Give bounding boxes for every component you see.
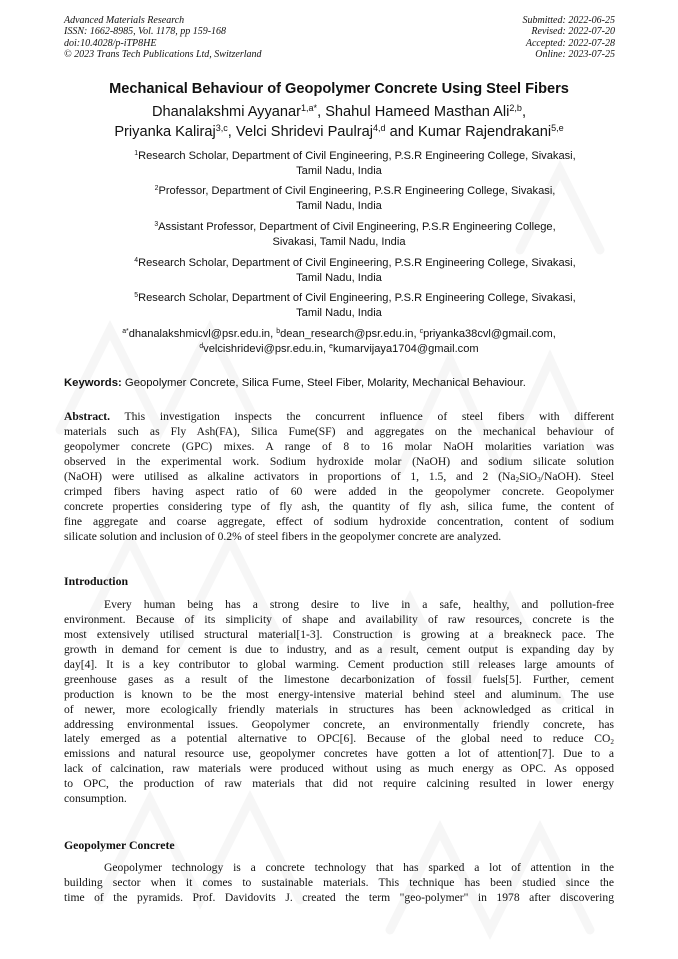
author-sup: 2,b	[509, 103, 522, 114]
email-sup: e	[329, 343, 333, 351]
affiliation-text: Research Scholar, Department of Civil Engineering, P.S.R Engineering College, Sivakasi,	[138, 150, 576, 162]
author-name: Priyanka Kaliraj	[114, 124, 216, 140]
email-sup: b	[276, 328, 281, 336]
affiliation-text: Assistant Professor, Department of Civil Engineering, P.S.R Engineering College,	[158, 221, 556, 233]
keywords-text: Geopolymer Concrete, Silica Fume, Steel Fiber, Molarity, Mechanical Behaviour.	[121, 377, 526, 389]
affiliation-location: Tamil Nadu, India	[296, 271, 382, 284]
affiliation-text: Research Scholar, Department of Civil Engineering, P.S.R Engineering College, Sivakasi,	[138, 257, 576, 269]
author-sup: 4,d	[373, 123, 386, 134]
email-sup: c	[419, 328, 424, 336]
text-line: lack of calcination, raw materials were produced without using as much energy as OPC. As opposed	[64, 762, 614, 776]
journal-name: Advanced Materials Research	[64, 15, 185, 26]
text-line: lately emerged as a potential alternative to OPC[6]. Because of the global need to reduce CO	[64, 732, 611, 746]
text-line: SiO	[519, 469, 538, 483]
author-list	[40, 102, 638, 142]
date-accepted: Accepted: 2022-07-28	[525, 37, 615, 49]
date-revised: Revised: 2022-07-20	[531, 26, 615, 38]
email-link[interactable]: kumarvijaya1704@gmail.com	[332, 343, 479, 355]
geopolymer-paragraph	[64, 861, 614, 906]
text-line: concrete properties considering type of fly ash, the quantity of fly ash, silica fume, the content of	[64, 499, 614, 513]
author-name: Dhanalakshmi Ayyanar	[151, 104, 301, 120]
subscript: 2	[515, 475, 520, 484]
email-line-1	[40, 327, 638, 342]
affiliation-4	[40, 256, 638, 286]
journal-doi: doi:10.4028/p-iTP8HE	[64, 37, 157, 49]
text-line: building sector when it comes to sustainable materials. This technique has been studied since the	[64, 875, 614, 889]
email-line-2	[40, 342, 638, 357]
author-line-2	[40, 122, 638, 142]
text-line: greenhouse gases as a result of the limestone decarbonization of fossil fuels[5]. Further, cement	[64, 672, 614, 686]
text-line: Geopolymer technology is a concrete technology that has sparked a lot of attention in the	[104, 861, 614, 874]
affiliation-location: Sivakasi, Tamil Nadu, India	[272, 235, 406, 248]
affiliation-text: Research Scholar, Department of Civil Engineering, P.S.R Engineering College, Sivakasi,	[138, 292, 576, 304]
affiliation-2	[40, 184, 638, 214]
text-line: consumption.	[64, 792, 127, 806]
journal-info	[64, 15, 262, 60]
author-sup: 5,e	[551, 123, 564, 134]
text-line: This investigation inspects the concurrent influence of steel fibers with different	[110, 410, 614, 423]
journal-issn: ISSN: 1662-8985, Vol. 1178, pp 159-168	[64, 26, 227, 38]
section-heading-introduction: Introduction	[64, 574, 129, 588]
author-name: , Velci Shridevi Paulraj	[227, 124, 373, 140]
text-line: /NaOH). Steel	[540, 469, 614, 483]
affiliation-location: Tamil Nadu, India	[296, 199, 382, 212]
text-line: Every human being has a strong desire to live in a safe, healthy, and pollution-free	[104, 598, 614, 611]
affiliation-5	[40, 291, 638, 321]
text-line: to OPC, the production of raw materials that did not require calcining resulted in lower energy	[64, 777, 614, 791]
text-line: environment. Because of its simplicity of shape and availability of raw resources, concrete is the	[64, 612, 614, 626]
affiliation-location: Tamil Nadu, India	[296, 306, 382, 319]
email-sup: a*	[122, 328, 129, 336]
author-sep: ,	[521, 104, 526, 120]
affiliation-sup: 5	[134, 292, 139, 300]
section-heading-geopolymer-concrete: Geopolymer Concrete	[64, 838, 175, 852]
subscript: 3	[537, 475, 541, 484]
paper-title: Mechanical Behaviour of Geopolymer Concrete Using Steel Fibers	[109, 81, 569, 97]
email-list	[40, 327, 638, 357]
abstract-paragraph	[64, 410, 614, 544]
affiliation-text: Professor, Department of Civil Engineering, P.S.R Engineering College, Sivakasi,	[158, 185, 556, 197]
author-sup: 3,c	[215, 123, 228, 134]
introduction-paragraph	[64, 598, 614, 807]
affiliation-1	[40, 149, 638, 179]
text-line: day[4]. It is a key contributor to global warming. Cement production still releases large amounts of	[64, 657, 614, 671]
author-name: and Kumar Rajendrakani	[385, 124, 552, 140]
email-link[interactable]: dhanalakshmicvl@psr.edu.in,	[128, 328, 277, 340]
text-line: growth in demand for cement is due to industry, and as a result, cement output is expanding day by	[64, 642, 614, 656]
text-line: crimped fibers having aspect ratio of 60 were added in the geopolymer concrete. Geopolymer	[64, 484, 614, 498]
email-sup: d	[199, 343, 204, 351]
text-line: materials such as Fly Ash(FA), Silica Fume(SF) and aggregates on the mechanical behaviour of	[64, 424, 614, 438]
keywords-label: Keywords:	[64, 377, 122, 389]
email-link[interactable]: velcishridevi@psr.edu.in,	[203, 343, 330, 355]
journal-copyright: © 2023 Trans Tech Publications Ltd, Switzerland	[64, 48, 262, 60]
subscript: 2	[610, 738, 614, 747]
affiliation-sup: 1	[134, 150, 139, 158]
text-line: silicate solution and inclusion of 0.2% of steel fibers in the geopolymer concrete are analyzed.	[64, 529, 502, 543]
affiliation-3	[40, 220, 638, 250]
email-link[interactable]: dean_research@psr.edu.in,	[280, 328, 420, 340]
author-sup: 1,a*	[300, 103, 318, 114]
affiliation-sup: 4	[134, 257, 139, 265]
text-line: time of the pyramids. Prof. Davidovits J. created the term "geo-polymer" in 1978 after discovering	[64, 890, 614, 904]
text-line: of newer, more ecologically friendly materials in structures has been acknowledged as critical in	[64, 702, 614, 716]
date-submitted: Submitted: 2022-06-25	[522, 15, 615, 26]
abstract-label: Abstract.	[64, 410, 111, 423]
keywords	[64, 377, 526, 389]
text-line: production is known to be the most energy-intensive material behind steel and aluminum. The use	[64, 687, 614, 701]
text-line: (NaOH) were utilised as alkaline activators in proportions of 1, 1.5, and 2 (Na	[64, 469, 516, 483]
email-link[interactable]: priyanka38cvl@gmail.com,	[423, 328, 556, 340]
text-line: most extensively utilised structural material[1-3]. Construction is growing at a breakneck pace. The	[64, 627, 614, 641]
affiliation-location: Tamil Nadu, India	[296, 164, 382, 177]
publication-dates	[523, 15, 616, 60]
text-line: observed in the experimental work. Sodium hydroxide molar (NaOH) and sodium silicate solution	[64, 454, 614, 468]
text-line: geopolymer concrete (GPC) mixes. A range of 8 to 16 molar NaOH molarities variation was	[64, 439, 614, 453]
text-line: emissions and natural resource use, geopolymer concretes have gotten a lot of attention[7]. Due to a	[64, 747, 614, 761]
author-name: , Shahul Hameed Masthan Ali	[317, 104, 510, 120]
text-line: fine aggregate and coarse aggregate, effect of sodium hydroxide concentration, content of sodium	[64, 514, 614, 528]
date-online: Online: 2023-07-25	[535, 48, 615, 60]
text-line: addressing environmental issues. Geopolymer concrete, an environmentally friendly concrete, has	[64, 717, 614, 731]
affiliation-sup: 3	[154, 221, 159, 229]
affiliation-sup: 2	[154, 185, 159, 193]
author-line-1	[40, 102, 638, 122]
